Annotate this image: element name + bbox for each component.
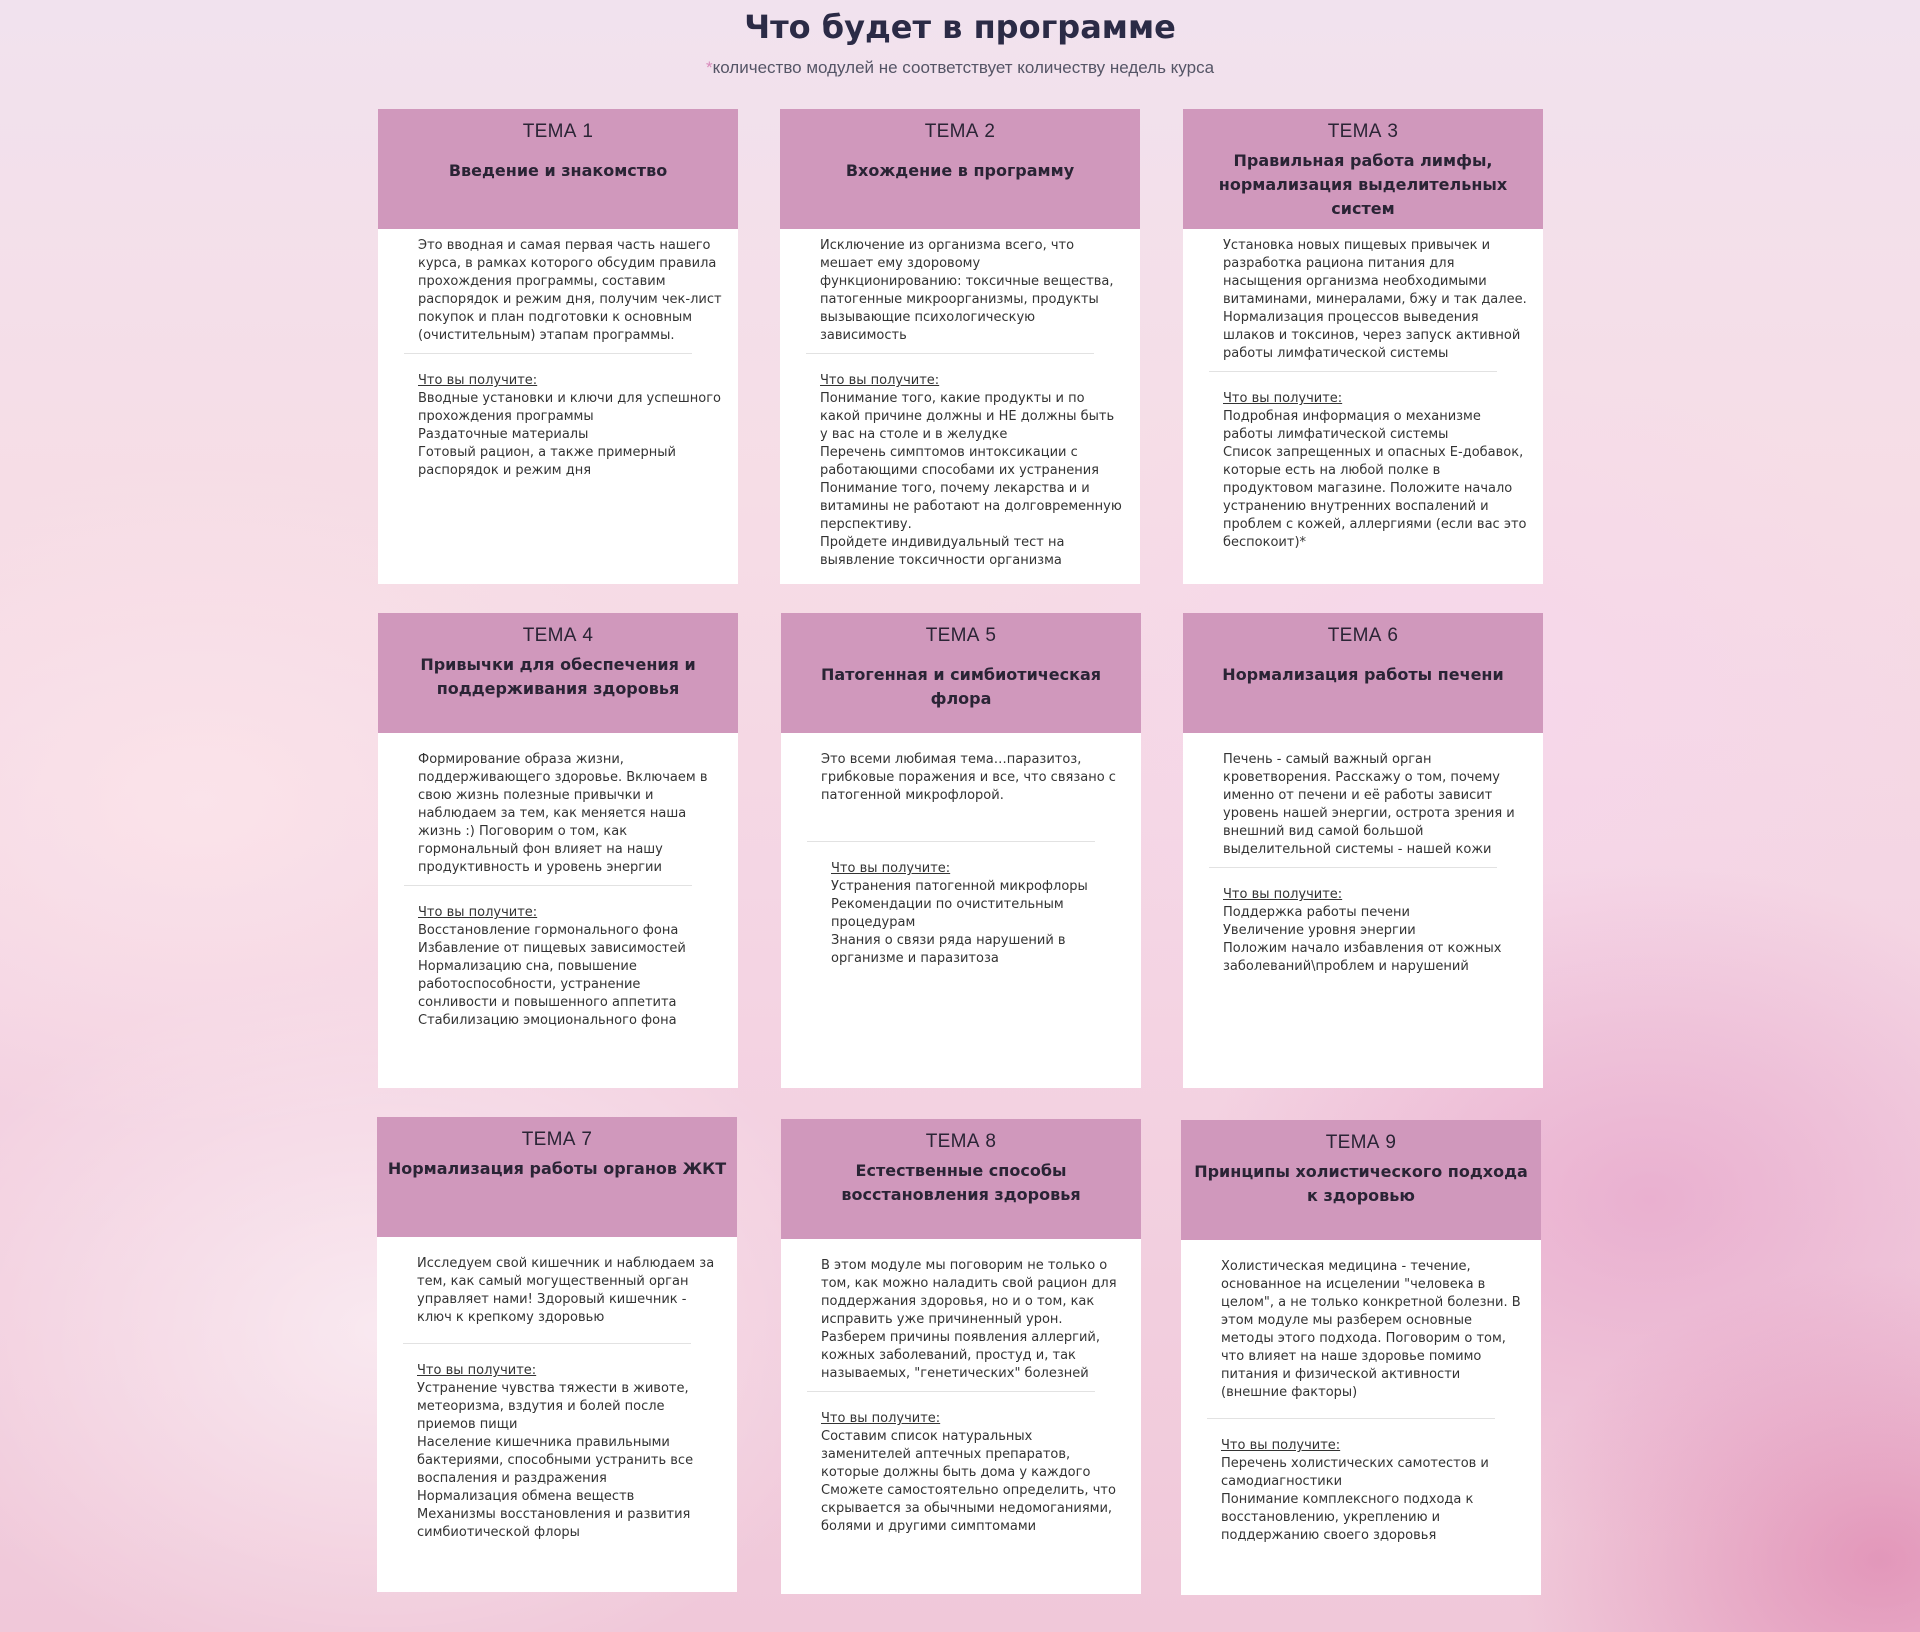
result-item: Готовый рацион, а также примерный распорядок и режим дня [418,445,676,478]
card-body [781,733,1141,980]
card-theme-label: ТЕМА 1 [522,121,594,142]
result-title: Что вы получите: [1221,1438,1341,1453]
result-block [821,860,1125,968]
module-card-9 [1181,1120,1541,1595]
card-title: Привычки для обеспечения и поддерживания здоровья [420,655,696,698]
result-item: Нормализация обмена веществ [417,1489,635,1504]
card-description: Печень - самый важный орган кроветворения. Расскажу о том, почему именно от печени и её работы зависит уровень нашей энергии, острота зрения и внешний вид самой большой выделительной системы - нашей кожи [1223,752,1515,857]
page-subtitle [0,58,1920,78]
result-item: Устранения патогенной микрофлоры [831,879,1088,894]
card-theme-label: ТЕМА 8 [925,1131,997,1152]
result-list [418,922,722,1030]
result-list [820,390,1124,570]
result-item: Избавление от пищевых зависимостей [418,941,686,956]
card-header [781,613,1141,733]
card-divider [404,885,692,886]
card-body [780,229,1140,582]
result-item: Понимание комплексного подхода к восстановлению, укреплению и поддержанию своего здоровья [1221,1492,1474,1543]
card-divider [404,353,692,354]
card-divider [806,353,1094,354]
result-title: Что вы получите: [418,373,538,388]
result-title: Что вы получите: [821,1411,941,1426]
result-item: Поддержка работы печени [1223,905,1410,920]
result-item: Нормализацию сна, повышение работоспособности, устранение сонливости и повышенного аппетита [418,959,677,1010]
result-item: Перечень симптомов интоксикации с работающими способами их устранения [820,445,1099,478]
result-item: Сможете самостоятельно определить, что скрывается за обычными недомоганиями, болями и другими симптомами [821,1483,1116,1534]
result-item: Знания о связи ряда нарушений в организме и паразитоза [831,933,1066,966]
module-card-7 [377,1117,737,1592]
card-title: Патогенная и симбиотическая флора [820,665,1102,708]
module-card-3 [1183,109,1543,584]
card-title: Нормализация работы органов ЖКТ [387,1159,727,1178]
card-divider [403,1343,691,1344]
card-header [1181,1120,1541,1240]
result-item: Увеличение уровня энергии [1223,923,1416,938]
card-title: Нормализация работы печени [1222,665,1504,684]
card-header [1183,613,1543,733]
card-title: Вхождение в программу [845,161,1075,180]
card-body [378,733,738,1042]
result-list [1223,408,1527,552]
result-item: Перечень холистических самотестов и самодиагностики [1221,1456,1489,1489]
result-title: Что вы получите: [1223,391,1343,406]
result-title: Что вы получите: [1223,887,1343,902]
result-title: Что вы получите: [820,373,940,388]
result-list [417,1380,721,1542]
card-description: Это вводная и самая первая часть нашего курса, в рамках которого обсудим правила прохождения программы, составим распорядок и режим дня, получим чек-лист покупок и план подготовки к основным (очистительным) этапам программы. [418,238,722,343]
module-card-4 [378,613,738,1088]
card-header [781,1119,1141,1239]
result-item: Пройдете индивидуальный тест на выявление токсичности организма [820,535,1065,568]
card-divider [807,841,1095,842]
card-theme-label: ТЕМА 4 [522,625,594,646]
result-list [1221,1455,1525,1545]
result-item: Список запрещенных и опасных Е-добавок, которые есть на любой полке в продуктовом магазине. Положите начало устранению внутренних воспалений и проблем с кожей, аллергиями (если вас это беспокоит)* [1223,445,1527,550]
card-description: Формирование образа жизни, поддерживающего здоровье. Включаем в свою жизнь полезные привычки и наблюдаем за тем, как меняется наша жизнь :) Поговорим о том, как гормональный фон влияет на нашу продуктивность и уровень энергии [418,752,708,875]
result-item: Понимание того, почему лекарства и и витамины не работают на долговременную перспективу. [820,481,1122,532]
result-item: Восстановление гормонального фона [418,923,679,938]
result-item: Вводные установки и ключи для успешного прохождения программы [418,391,722,424]
result-list [418,390,722,480]
result-item: Раздаточные материалы [418,427,589,442]
card-theme-label: ТЕМА 3 [1327,121,1399,142]
module-card-2 [780,109,1140,584]
result-list [831,878,1125,968]
result-item: Устранение чувства тяжести в животе, метеоризма, вздутия и болей после приемов пищи [417,1381,689,1432]
card-theme-label: ТЕМА 5 [925,625,997,646]
result-list [821,1428,1125,1536]
card-description: Установка новых пищевых привычек и разработка рациона питания для насыщения организма необходимыми витаминами, минералами, бжу и так далее. Нормализация процессов выведения шлаков и токсинов, через запуск активной работы лимфатической системы [1223,238,1527,361]
card-description: Исключение из организма всего, что мешает ему здоровому функционированию: токсичные вещества, патогенные микроорганизмы, продукты вызывающие психологическую зависимость [820,238,1114,343]
card-body [1181,1240,1541,1557]
card-body [781,1239,1141,1548]
page-title: Что будет в программе [744,8,1176,46]
result-item: Стабилизацию эмоционального фона [418,1013,677,1028]
card-header [378,109,738,229]
card-header [780,109,1140,229]
card-divider [807,1391,1095,1392]
card-header [1183,109,1543,229]
result-item: Механизмы восстановления и развития симбиотической флоры [417,1507,691,1540]
result-item: Составим список натуральных заменителей аптечных препаратов, которые должны быть дома у каждого [821,1429,1091,1480]
result-item: Население кишечника правильными бактериями, способными устранить все воспаления и раздражения [417,1435,694,1486]
card-body [1183,229,1543,564]
result-title: Что вы получите: [831,861,951,876]
card-header [378,613,738,733]
result-item: Подробная информация о механизме работы лимфатической системы [1223,409,1481,442]
module-card-5 [781,613,1141,1088]
result-list [1223,904,1527,976]
card-divider [1209,371,1497,372]
module-card-1 [378,109,738,584]
card-divider [1209,867,1497,868]
result-item: Рекомендации по очистительным процедурам [831,897,1064,930]
subtitle-asterisk: * [705,58,713,77]
card-description: Холистическая медицина - течение, основанное на исцелении "человека в целом", а не только конкретной болезни. В этом модуле мы разберем основные методы этого подхода. Поговорим о том, что влияет на наше здоровье помимо питания и физической активности (внешние факторы) [1221,1259,1521,1400]
card-theme-label: ТЕМА 9 [1325,1132,1397,1153]
card-theme-label: ТЕМА 2 [924,121,996,142]
card-description: В этом модуле мы поговорим не только о том, как можно наладить свой рацион для поддержания здоровья, но и о том, как исправить уже причиненный урон. Разберем причины появления аллергий, кожных заболеваний, простуд и, так называемых, "генетических" болезней [821,1258,1117,1381]
card-description: Исследуем свой кишечник и наблюдаем за тем, как самый могущественный орган управляет нами! Здоровый кишечник - ключ к крепкому здоровью [417,1256,715,1325]
subtitle-text: количество модулей не соответствует количеству недель курса [712,58,1215,77]
card-description: Это всеми любимая тема…паразитоз, грибковые поражения и все, что связано с патогенной микрофлорой. [821,752,1116,803]
card-header [377,1117,737,1237]
module-card-6 [1183,613,1543,1088]
module-card-8 [781,1119,1141,1594]
card-theme-label: ТЕМА 7 [521,1129,593,1150]
card-title: Принципы холистического подхода к здоровью [1194,1162,1528,1205]
card-body [1183,733,1543,988]
card-body [377,1237,737,1554]
result-item: Понимание того, какие продукты и по какой причине должны и НЕ должны быть у вас на столе и в желудке [820,391,1115,442]
card-body [378,229,738,492]
result-title: Что вы получите: [418,905,538,920]
result-title: Что вы получите: [417,1363,537,1378]
card-title: Правильная работа лимфы, нормализация выделительных систем [1218,151,1508,218]
card-title: Введение и знакомство [448,161,668,180]
result-item: Положим начало избавления от кожных заболеваний\проблем и нарушений [1223,941,1502,974]
card-theme-label: ТЕМА 6 [1327,625,1399,646]
card-divider [1207,1418,1495,1419]
card-title: Естественные способы восстановления здоровья [841,1161,1081,1204]
